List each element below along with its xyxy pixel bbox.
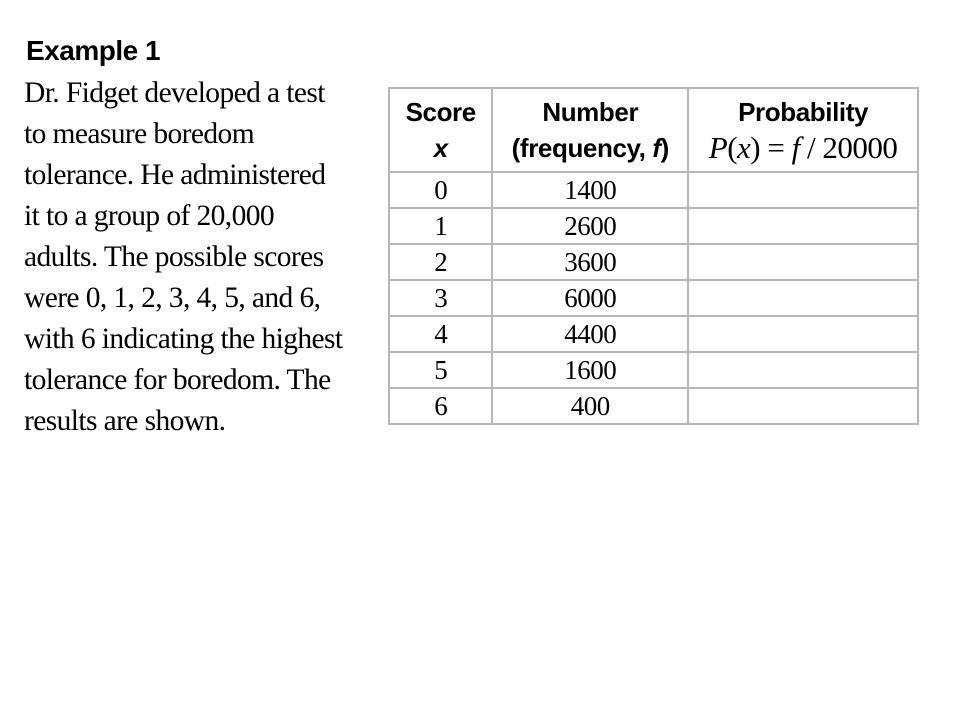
number-cell: 1400 [492, 172, 688, 208]
probability-column-header [688, 88, 918, 172]
probability-cell [688, 388, 918, 424]
table-row [389, 316, 918, 352]
probability-header-label: Probability [738, 97, 869, 127]
problem-description [24, 73, 376, 442]
formula-mid: ) = [750, 130, 792, 165]
table-row [389, 208, 918, 244]
probability-cell [688, 172, 918, 208]
probability-cell [688, 316, 918, 352]
paragraph-line: with 6 indicating the highest [24, 323, 343, 355]
table-row [389, 244, 918, 280]
paragraph-line: results are shown. [24, 405, 226, 437]
number-cell: 3600 [492, 244, 688, 280]
paragraph-line: it to a group of 20,000 [24, 200, 275, 232]
formula-f: f [791, 130, 800, 165]
score-column-header [389, 88, 492, 172]
formula-x: x [737, 130, 751, 165]
example-heading: Example 1 [26, 35, 161, 66]
score-header-label: Score [405, 97, 476, 127]
frequency-table [388, 87, 919, 425]
number-cell: 1600 [492, 352, 688, 388]
table-header-row [389, 88, 918, 172]
frequency-suffix: ) [660, 133, 669, 163]
number-cell: 2600 [492, 208, 688, 244]
formula-p: P [708, 130, 728, 165]
formula-tail: / 20000 [799, 130, 898, 165]
frequency-prefix: (frequency, [511, 133, 653, 163]
score-variable-label: x [433, 133, 448, 163]
formula-open: ( [727, 130, 738, 165]
table-row [389, 388, 918, 424]
score-cell: 5 [389, 352, 492, 388]
number-header-label: Number [542, 97, 639, 127]
number-column-header [492, 88, 688, 172]
paragraph-line: to measure boredom [24, 118, 255, 150]
paragraph-line: adults. The possible scores [24, 241, 324, 273]
probability-cell [688, 244, 918, 280]
frequency-header-label [493, 130, 687, 166]
probability-cell [688, 280, 918, 316]
table-row [389, 280, 918, 316]
paragraph-line: tolerance for boredom. The [24, 364, 331, 396]
probability-formula [689, 130, 917, 166]
probability-cell [688, 352, 918, 388]
number-cell: 6000 [492, 280, 688, 316]
paragraph-line: were 0, 1, 2, 3, 4, 5, and 6, [24, 282, 321, 314]
score-cell: 3 [389, 280, 492, 316]
score-cell: 0 [389, 172, 492, 208]
probability-cell [688, 208, 918, 244]
table-row [389, 352, 918, 388]
number-cell: 400 [492, 388, 688, 424]
table-row [389, 172, 918, 208]
score-cell: 4 [389, 316, 492, 352]
score-cell: 6 [389, 388, 492, 424]
number-cell: 4400 [492, 316, 688, 352]
paragraph-line: tolerance. He administered [24, 159, 326, 191]
score-cell: 1 [389, 208, 492, 244]
frequency-variable: f [652, 133, 661, 163]
score-cell: 2 [389, 244, 492, 280]
paragraph-line: Dr. Fidget developed a test [24, 77, 325, 109]
